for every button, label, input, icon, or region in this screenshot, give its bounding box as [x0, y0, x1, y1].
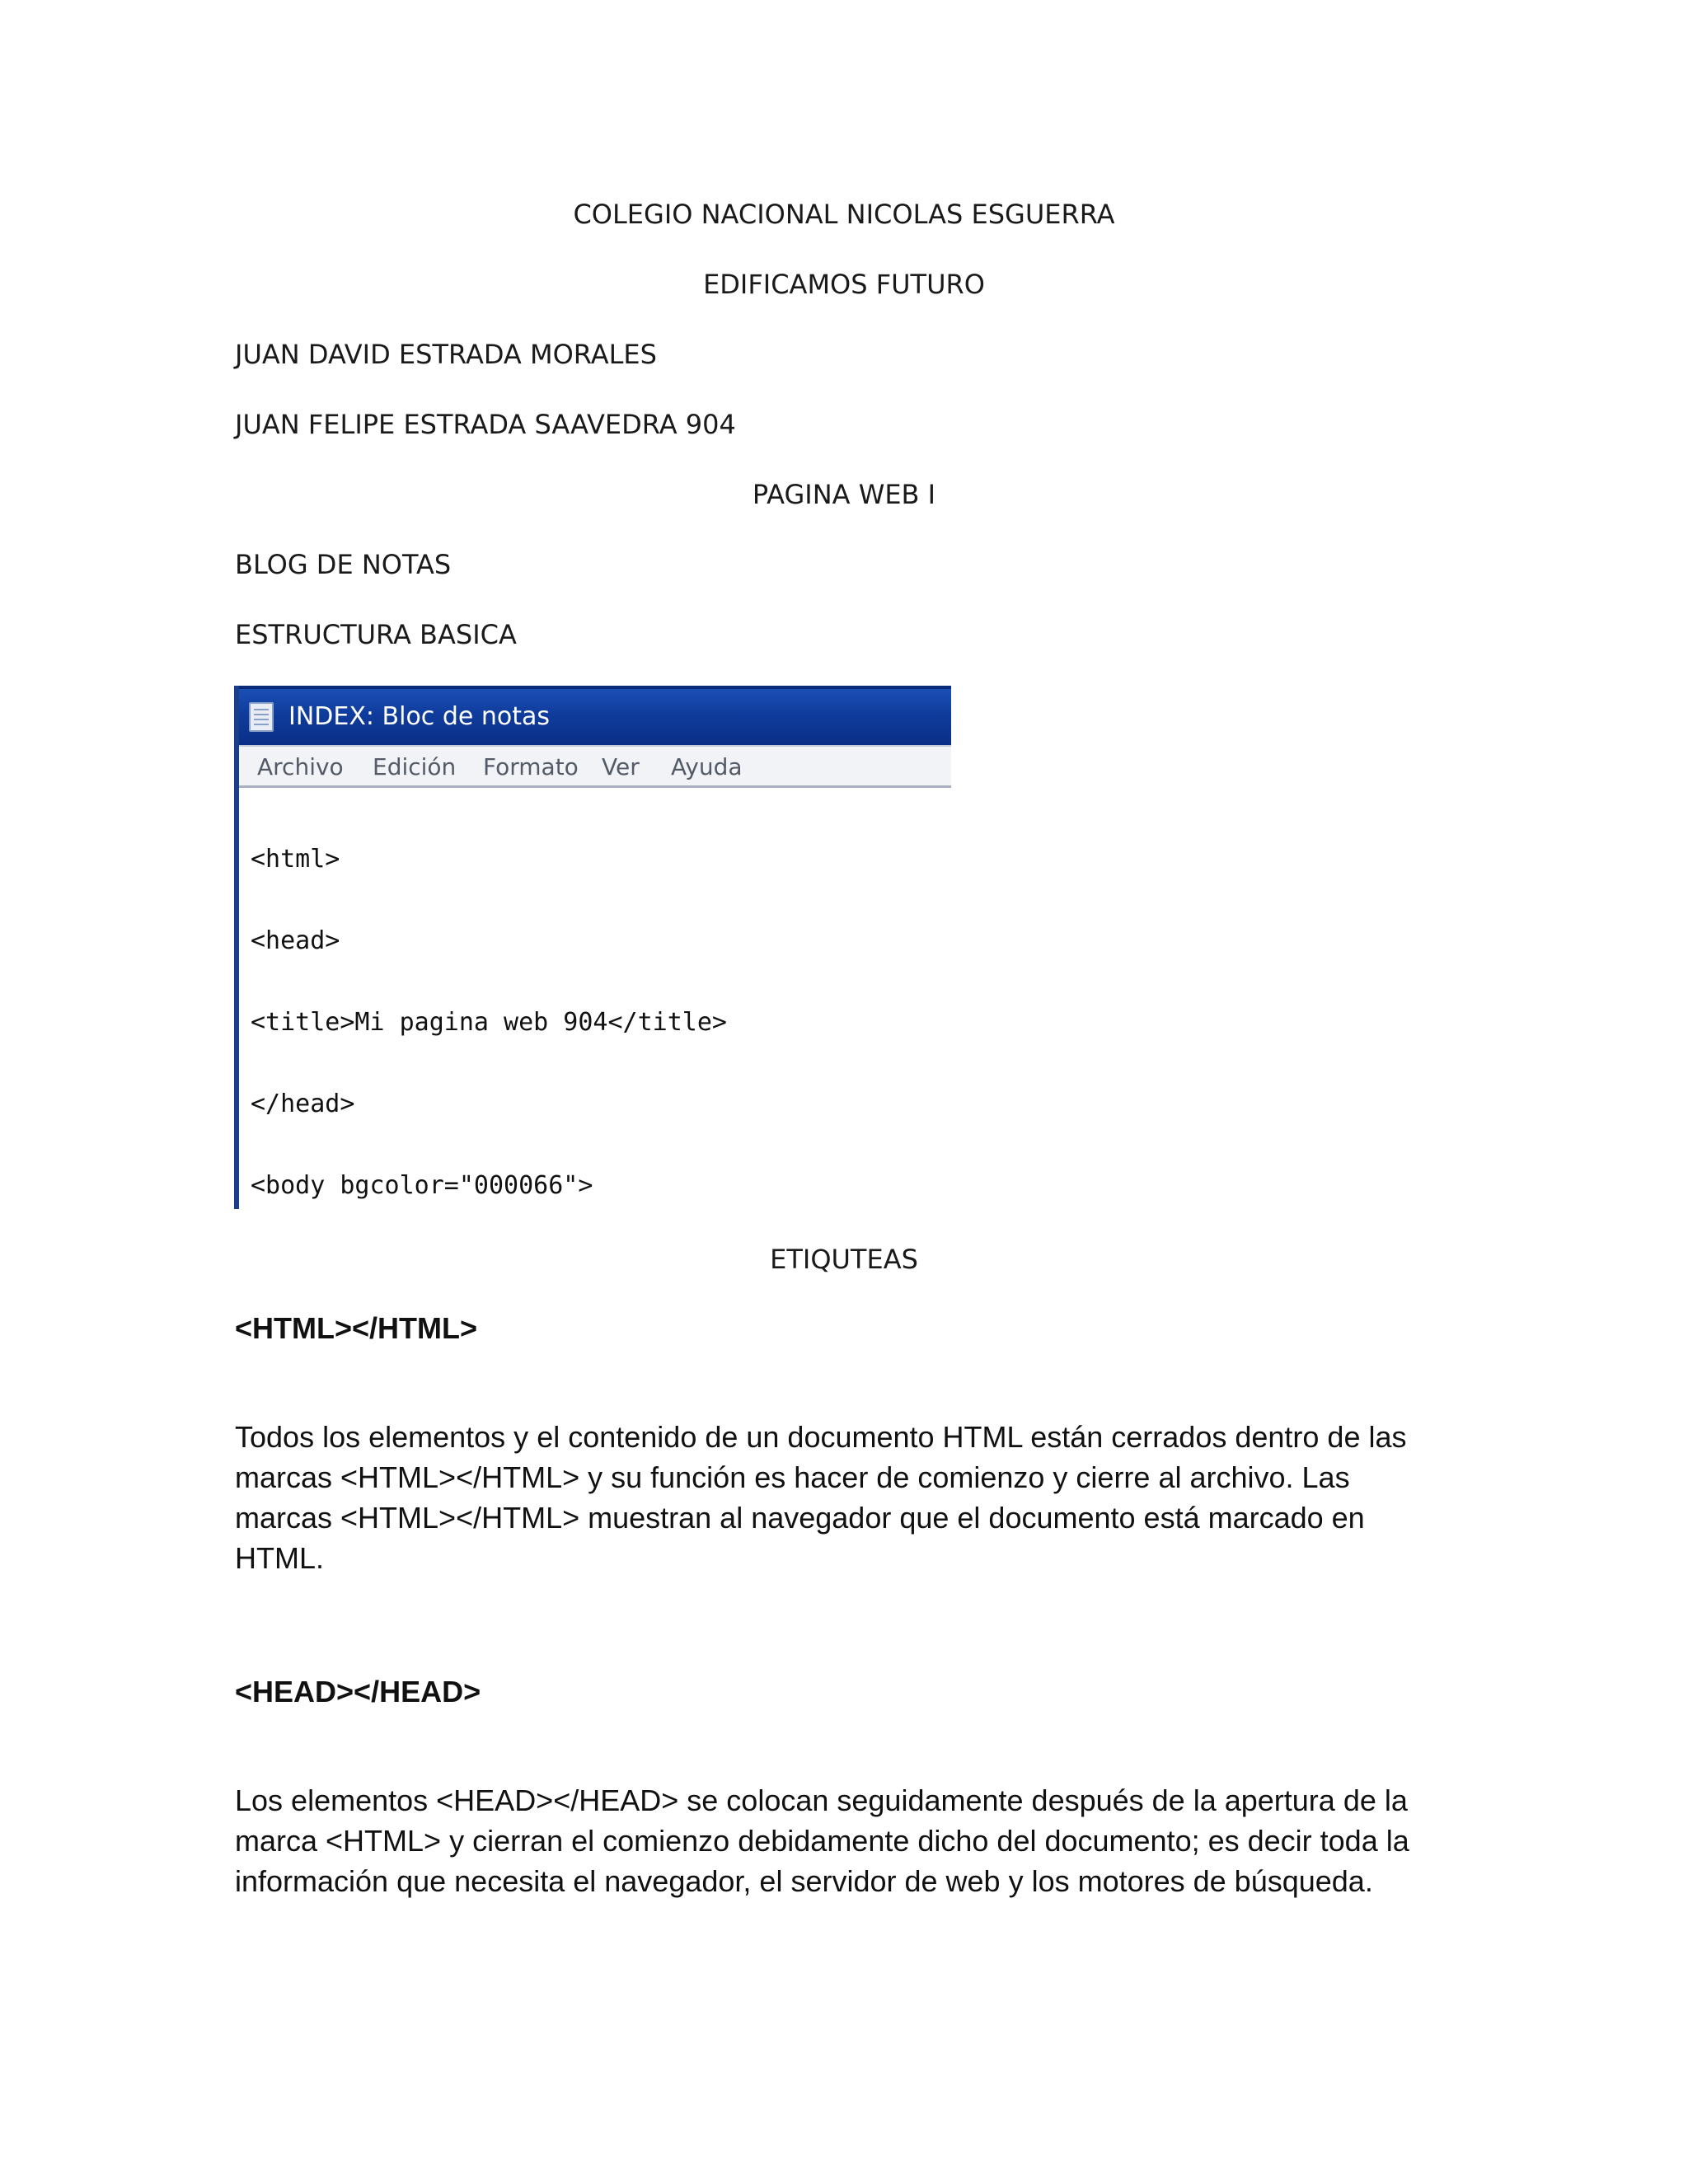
paragraph-line: marca <HTML> y cierran el comienzo debidamente dicho del documento; es decir toda la: [235, 1824, 1409, 1858]
tag-heading-head: <HEAD></HEAD>: [235, 1675, 481, 1708]
page-title: PAGINA WEB I: [752, 479, 936, 510]
school-motto: EDIFICAMOS FUTURO: [703, 269, 985, 300]
code-line: <head>: [251, 926, 340, 955]
subtitle-blog-de-notas: BLOG DE NOTAS: [235, 549, 452, 580]
code-line: <html>: [251, 845, 340, 874]
code-line: <body bgcolor="000066">: [251, 1171, 593, 1200]
notepad-icon: [249, 702, 274, 732]
notepad-menubar: [239, 745, 951, 788]
menu-ver[interactable]: Ver: [602, 753, 640, 780]
notepad-titlebar: [239, 686, 951, 745]
code-line: </head>: [251, 1090, 355, 1118]
school-name: COLEGIO NACIONAL NICOLAS ESGUERRA: [573, 199, 1115, 230]
paragraph-line: Los elementos <HEAD></HEAD> se colocan seguidamente después de la apertura de la: [235, 1783, 1408, 1817]
menu-edicion[interactable]: Edición: [373, 753, 457, 780]
menu-formato[interactable]: Formato: [483, 753, 579, 780]
paragraph-line: marcas <HTML></HTML> muestran al navegador que el documento está marcado en: [235, 1501, 1365, 1535]
notepad-text-area[interactable]: [251, 791, 771, 1209]
student-name-1: JUAN DAVID ESTRADA MORALES: [235, 339, 657, 370]
student-name-2: JUAN FELIPE ESTRADA SAAVEDRA 904: [235, 409, 736, 440]
section-title-etiquetas: ETIQUTEAS: [770, 1244, 918, 1275]
code-line: <title>Mi pagina web 904</title>: [251, 1008, 727, 1037]
paragraph-line: información que necesita el navegador, el servidor de web y los motores de búsqueda.: [235, 1864, 1373, 1898]
paragraph-html: [235, 1417, 1455, 1578]
paragraph-line: marcas <HTML></HTML> y su función es hacer de comienzo y cierre al archivo. Las: [235, 1460, 1350, 1494]
subtitle-estructura-basica: ESTRUCTURA BASICA: [235, 619, 517, 650]
notepad-screenshot: [234, 686, 951, 1209]
notepad-window-title: INDEX: Bloc de notas: [288, 702, 551, 731]
paragraph-line: HTML.: [235, 1541, 324, 1575]
menu-archivo[interactable]: Archivo: [257, 753, 344, 780]
tag-heading-html: <HTML></HTML>: [235, 1311, 478, 1345]
menu-ayuda[interactable]: Ayuda: [671, 753, 743, 780]
paragraph-head: [235, 1780, 1455, 1901]
paragraph-line: Todos los elementos y el contenido de un documento HTML están cerrados dentro de las: [235, 1420, 1407, 1454]
